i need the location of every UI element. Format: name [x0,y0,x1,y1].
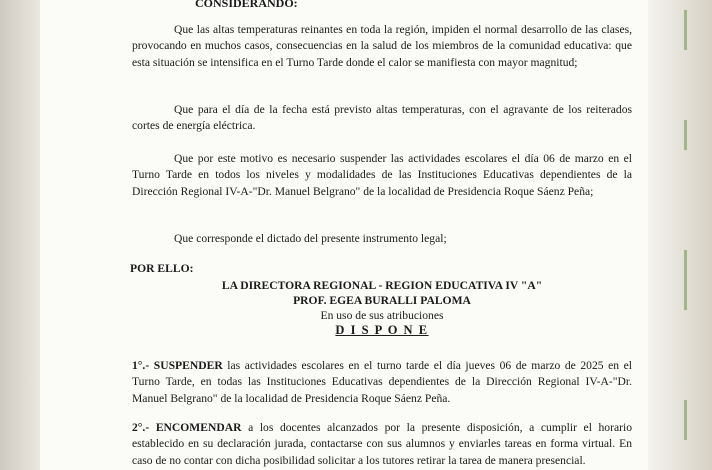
edge-mark [684,120,687,150]
authority-line-2: PROF. EGEA BURALLI PALOMA [293,294,471,307]
dispone-text: D I S P O N E [335,323,429,337]
authority-line-3: En uso de sus atribuciones [320,309,444,322]
dispone-title [132,322,632,339]
articulo-1-verb: SUSPENDER [153,359,223,372]
authority-line-1: LA DIRECTORA REGIONAL - REGION EDUCATIVA IV "A" [221,279,543,292]
articulo-2-verb: ENCOMENDAR [155,421,242,434]
articulo-1-number: 1°.- [132,359,150,372]
por-ello-label: POR ELLO: [130,262,194,275]
edge-mark [684,400,687,440]
considerando-2: Que para el día de la fecha está previsto altas temperaturas, con el agravante de los reiterados cortes de energía eléctrica. [132,103,632,133]
articulo-2-number: 2°.- [132,421,150,434]
scan-right-edge [648,0,712,470]
edge-mark [684,10,687,50]
edge-mark [684,250,687,310]
considerando-heading: CONSIDERANDO: [195,0,298,10]
document-page [40,0,656,470]
articulo-1-text: las actividades escolares en el turno tarde el día jueves 06 de marzo de 2025 en el Turno Tarde, en todas las Instituciones Educativas dependientes de la Dirección Regional IV-A-"Dr. Manuel Belgrano" de la localidad de Presidencia Roque Sáenz Peña. [132,359,632,405]
considerando-1: Que las altas temperaturas reinantes en toda la región, impiden el normal desarrollo de las clases, provocando en muchos casos, consecuencias en la salud de los miembros de la comunidad educativa: que esta situación se intensifica en el Turno Tarde donde el calor se manifiesta con mayor magnitud; [132,23,632,69]
articulo-1 [132,358,632,407]
articulo-2-text: a los docentes alcanzados por la presente disposición, a cumplir el horario establecido en su declaración jurada, contactarse con sus alumnos y enviarles tareas en forma virtual. En caso de no contar con dicha posibilidad solicitar a los tutores retirar la tarea de manera presencial. [132,421,632,467]
considerando-4: Que corresponde el dictado del presente instrumento legal; [174,232,447,245]
articulo-2 [132,420,632,469]
considerando-3: Que por este motivo es necesario suspender las actividades escolares el día 06 de marzo en el Turno Tarde en todos los niveles y modalidades de las Instituciones Educativas dependientes de la Dirección Regional IV-A-"Dr. Manuel Belgrano" de la localidad de Presidencia Roque Sáenz Peña; [132,152,632,198]
